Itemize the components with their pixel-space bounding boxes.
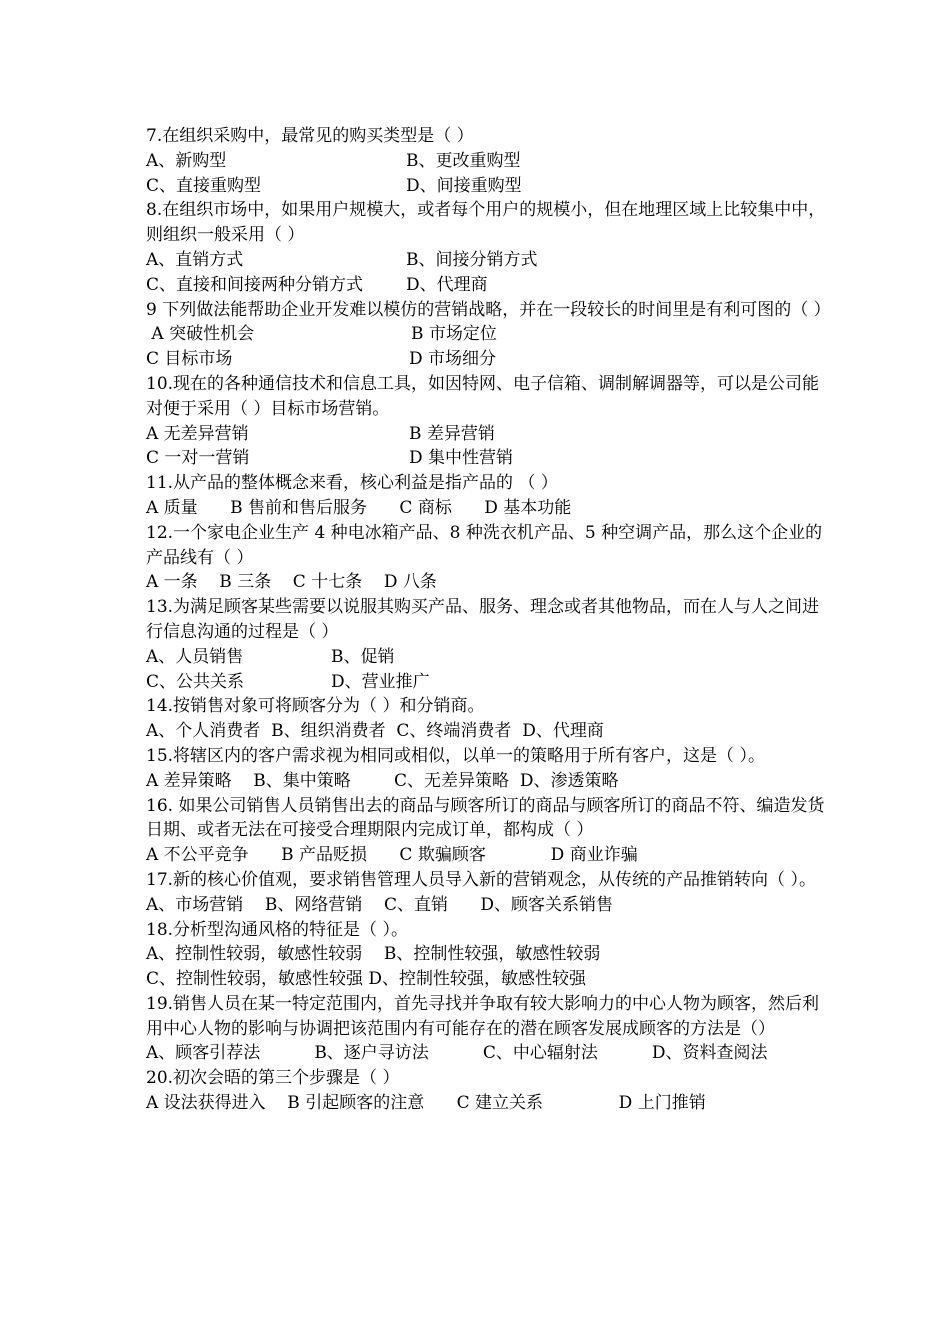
question-10-option-b: B 差异营销 [409, 423, 495, 444]
question-18-options-row-2: C、控制性较弱，敏感性较强 D、控制性较强，敏感性较强 [146, 969, 587, 990]
question-7-option-d: D、间接重购型 [406, 175, 522, 196]
question-18-options-row-1: A、控制性较弱，敏感性较弱 B、控制性较强，敏感性较弱 [146, 944, 601, 965]
question-19-stem: 19.销售人员在某一特定范围内，首先寻找并争取有较大影响力的中心人物为顾客，然后利用中心人物的影响与协调把该范围内有可能存在的潜在顾客发展成顾客的方法是（） [146, 993, 820, 1039]
question-15-options: A 差异策略 B、集中策略 C、无差异策略 D、渗透策略 [146, 770, 619, 791]
question-13-stem: 13.为满足顾客某些需要以说服其购买产品、服务、理念或者其他物品，而在人与人之间进行信息沟通的过程是（ ） [146, 597, 820, 642]
question-16-stem: 16. 如果公司销售人员销售出去的商品与顾客所订的商品与顾客所订的商品不符、编造发货日期、或者无法在可接受合理期限内完成订单，都构成（ ） [146, 795, 825, 841]
question-10-option-d: D 集中性营销 [409, 448, 514, 469]
question-10-option-c: C 一对一营销 [146, 448, 250, 469]
question-8-options-row-2 [146, 273, 826, 298]
question-11-options: A 质量 B 售前和售后服务 C 商标 D 基本功能 [146, 497, 572, 518]
question-16-options: A 不公平竞争 B 产品贬损 C 欺骗顾客 D 商业诈骗 [146, 845, 638, 866]
question-9-option-b: B 市场定位 [411, 324, 497, 345]
question-13-option-c: C、公共关系 [146, 671, 245, 692]
question-11-stem: 11.从产品的整体概念来看，核心利益是指产品的 （ ） [146, 473, 558, 494]
question-8-options-row-1 [146, 248, 826, 273]
question-13-options-row-1 [146, 645, 826, 670]
question-9-stem: 9 下列做法能帮助企业开发难以模仿的营销战略，并在一段较长的时间里是有利可图的（ ） [146, 299, 831, 320]
question-17-options: A、市场营销 B、网络营销 C、直销 D、顾客关系销售 [146, 894, 614, 915]
question-7-options-row-1 [146, 149, 826, 174]
document-page [146, 124, 831, 1116]
question-8-stem: 8.在组织市场中，如果用户规模大，或者每个用户的规模小，但在地理区域上比较集中中，则组织一般采用（ ） [146, 200, 826, 246]
question-9-options-row-2 [146, 347, 826, 372]
question-17-stem: 17.新的核心价值观，要求销售管理人员导入新的营销观念，从传统的产品推销转向（ ）。 [146, 869, 816, 890]
question-15-stem: 15.将辖区内的客户需求视为相同或相似，以单一的策略用于所有客户，这是（ ）。 [146, 745, 765, 766]
question-13-option-d: D、营业推广 [331, 671, 430, 692]
question-18-stem: 18.分析型沟通风格的特征是（ ）。 [146, 919, 408, 940]
question-12-stem: 12.一个家电企业生产 4 种电冰箱产品、8 种洗衣机产品、5 种空调产品，那么这个企业的产品线有（ ） [146, 522, 823, 568]
question-7-options-row-2 [146, 174, 826, 199]
question-13-option-b: B、促销 [331, 646, 395, 667]
question-19-options: A、顾客引荐法 B、逐户寻访法 C、中心辐射法 D、资料查阅法 [146, 1043, 768, 1064]
question-10-stem: 10.现在的各种通信技术和信息工具，如因特网、电子信箱、调制解调器等，可以是公司能对便于采用（ ）目标市场营销。 [146, 373, 820, 419]
question-7-option-b: B、更改重购型 [406, 150, 521, 171]
question-20-options: A 设法获得进入 B 引起顾客的注意 C 建立关系 D 上门推销 [146, 1093, 706, 1114]
question-20-stem: 20.初次会晤的第三个步骤是（ ） [146, 1068, 400, 1089]
question-13-option-a: A、人员销售 [146, 646, 244, 667]
question-8-option-b: B、间接分销方式 [406, 249, 538, 270]
question-12-options: A 一条 B 三条 C 十七条 D 八条 [146, 572, 437, 593]
question-9-options-row-1 [146, 322, 826, 347]
question-14-options: A、个人消费者 B、组织消费者 C、终端消费者 D、代理商 [146, 721, 604, 742]
question-10-options-row-1 [146, 422, 826, 447]
question-13-options-row-2 [146, 670, 826, 695]
question-7-option-a: A、新购型 [146, 150, 227, 171]
question-7-option-c: C、直接重购型 [146, 175, 262, 196]
question-10-option-a: A 无差异营销 [146, 423, 249, 444]
question-7-stem: 7.在组织采购中，最常见的购买类型是（ ） [146, 126, 474, 146]
question-8-option-c: C、直接和间接两种分销方式 [146, 274, 364, 295]
question-10-options-row-2 [146, 446, 826, 471]
question-9-option-a: A 突破性机会 [146, 324, 255, 345]
question-9-option-c: C 目标市场 [146, 349, 233, 370]
question-9-option-d: D 市场细分 [409, 349, 497, 370]
question-14-stem: 14.按销售对象可将顾客分为（ ）和分销商。 [146, 696, 485, 717]
question-8-option-d: D、代理商 [406, 274, 488, 295]
question-8-option-a: A、直销方式 [146, 249, 244, 270]
